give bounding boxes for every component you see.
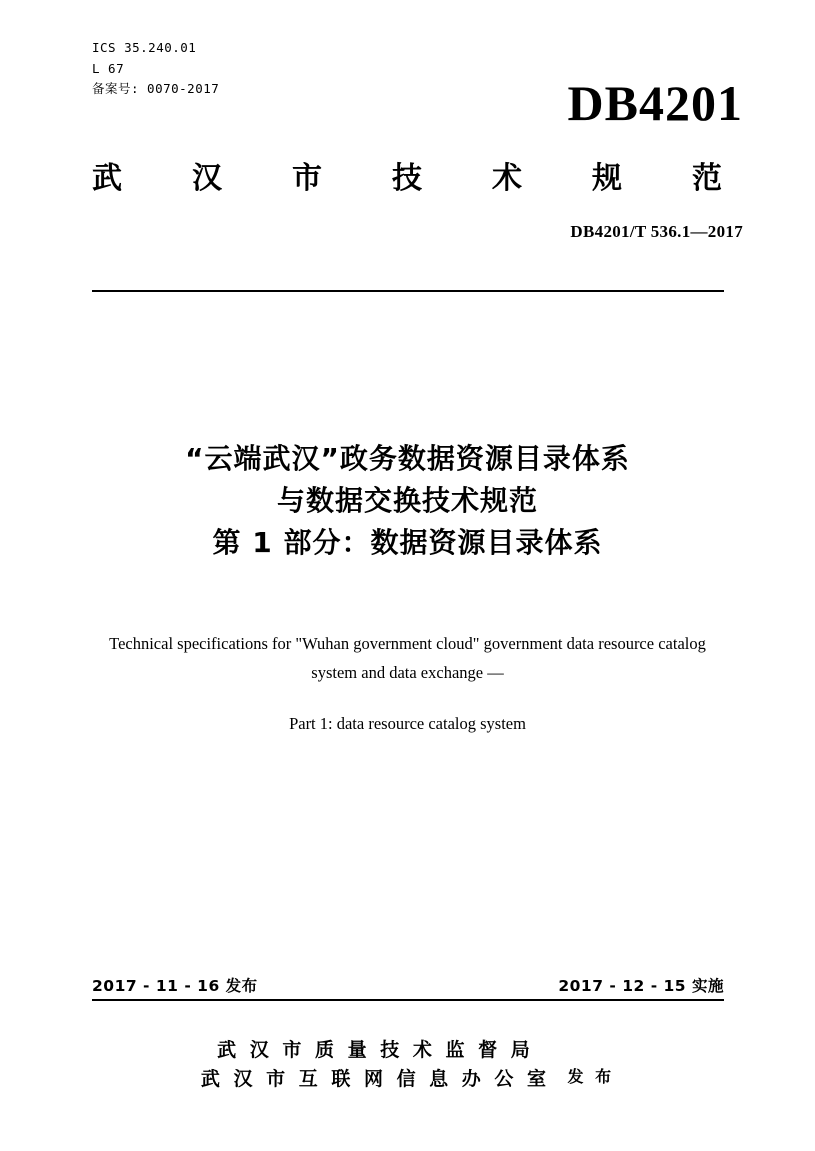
standard-type-char: 武: [92, 161, 122, 196]
issuer-org-2: 武 汉 市 互 联 网 信 息 办 公 室: [200, 1068, 550, 1091]
footer-divider: [92, 999, 724, 1001]
standard-type-char: 市: [292, 161, 322, 196]
date-row: [92, 972, 724, 1000]
standard-number: DB4201/T 536.1—2017: [570, 222, 743, 241]
issuer-org-1: 武 汉 市 质 量 技 术 监 督 局: [217, 1039, 534, 1061]
publish-label: 发 布: [567, 1066, 615, 1086]
ics-number: ICS 35.240.01: [92, 40, 197, 55]
issuer-names: [201, 1036, 550, 1095]
ics-block: [92, 38, 219, 100]
standard-type-char: 技: [392, 161, 422, 196]
standard-type-char: 术: [492, 161, 522, 196]
issuer-block: [0, 1036, 815, 1095]
implementation-date: 2017 - 12 - 15 实施: [558, 977, 724, 995]
english-title-main: Technical specifications for "Wuhan government cloud" government data resource catalog system and data exchange —: [109, 634, 706, 682]
db-code: DB4201: [567, 75, 743, 131]
page-title-line-1: “云端武汉”政务数据资源目录体系: [185, 442, 630, 475]
standard-type-char: 汉: [192, 161, 222, 196]
issue-date: 2017 - 11 - 16 发布: [92, 977, 258, 995]
page-title-line-2: 与数据交换技术规范: [276, 484, 538, 517]
page-title-english: [0, 630, 815, 739]
standard-type-char: 范: [692, 161, 722, 196]
english-title-part: Part 1: data resource catalog system: [289, 713, 526, 733]
header-divider: [92, 290, 724, 292]
page-title-line-3: 第 1 部分：数据资源目录体系: [212, 526, 603, 559]
record-number: 备案号: 0070-2017: [92, 81, 220, 97]
classification-code: L 67: [92, 60, 125, 76]
page-title: [0, 438, 815, 564]
standard-type-title: [92, 153, 722, 197]
standard-type-char: 规: [592, 161, 622, 196]
